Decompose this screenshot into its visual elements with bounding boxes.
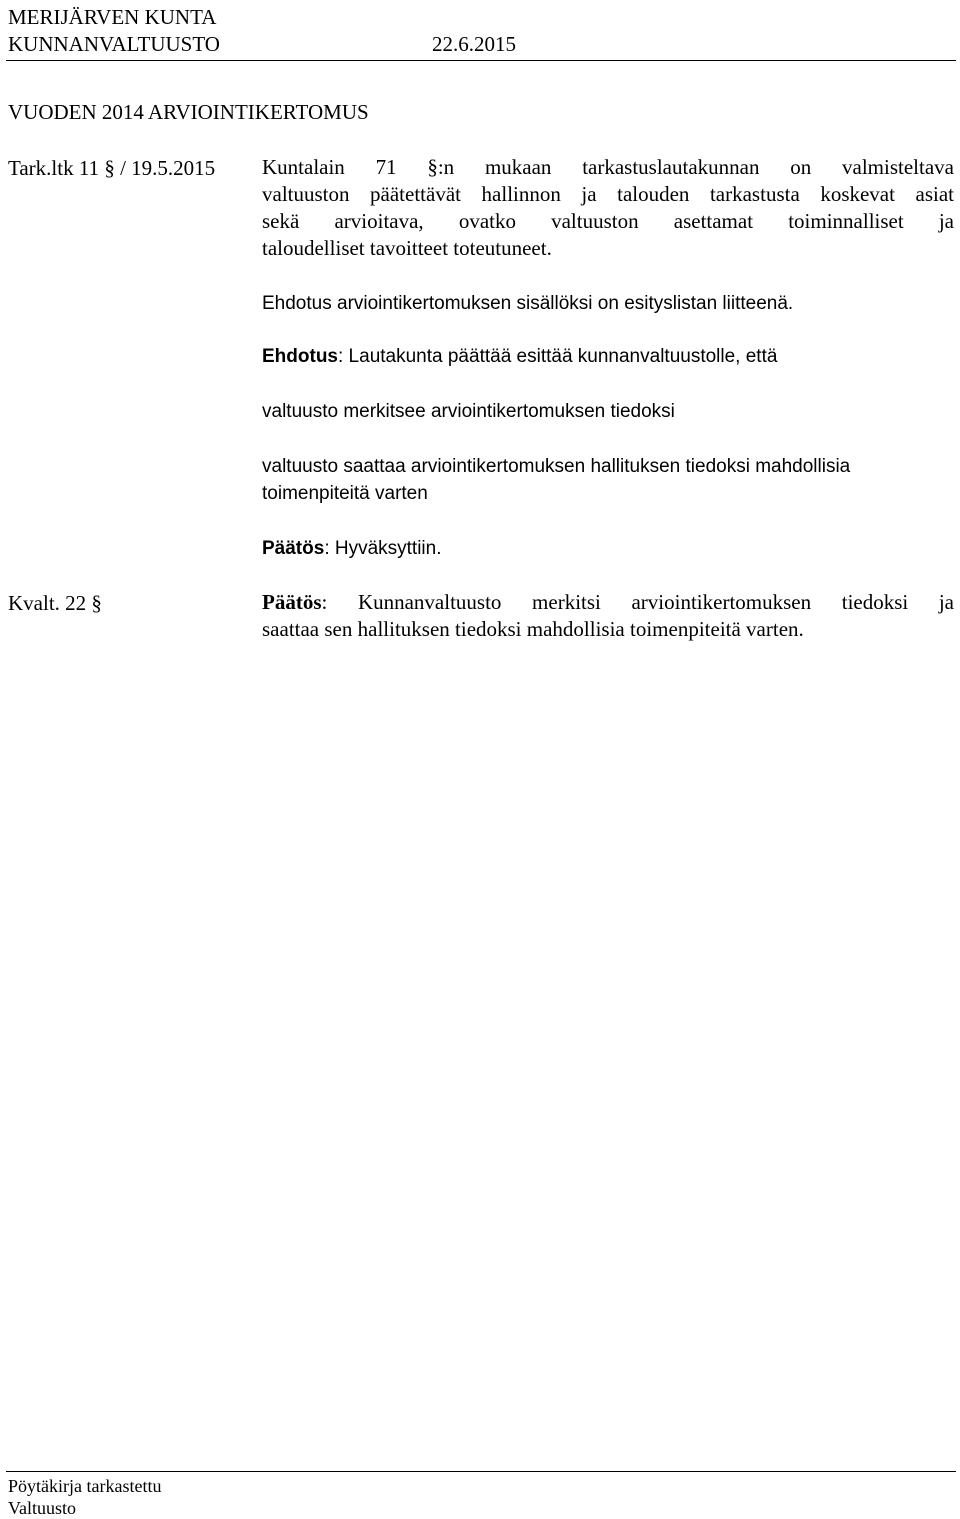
section2-decision-text: : Kunnanvaltuusto merkitsi arviointikertomuksen tiedoksi ja (321, 590, 954, 614)
meeting-body-name: KUNNANVALTUUSTO (8, 32, 220, 56)
proposal (262, 343, 954, 370)
section1-paragraph-line3: sekä arvioitava, ovatko valtuuston asettamat toiminnalliset ja (262, 209, 954, 233)
footer-reviewed-label: Pöytäkirja tarkastettu (8, 1476, 162, 1496)
section1-decision (262, 535, 954, 562)
section1-decision-label: Päätös (262, 538, 325, 559)
footer-body-label: Valtuusto (8, 1498, 77, 1518)
proposal-item-2-line1: valtuusto saattaa arviointikertomuksen hallituksen tiedoksi mahdollisia (262, 456, 851, 477)
section1-paragraph-line2: valtuuston päätettävät hallinnon ja talouden tarkastusta koskevat asiat (262, 182, 954, 206)
attachment-note: Ehdotus arviointikertomuksen sisällöksi on esityslistan liitteenä. (262, 293, 794, 314)
section2-reference: Kvalt. 22 § (8, 591, 102, 615)
proposal-label: Ehdotus (262, 346, 338, 367)
section1-paragraph-line4: taloudelliset tavoitteet toteutuneet. (262, 236, 552, 260)
proposal-item-1: valtuusto merkitsee arviointikertomuksen tiedoksi (262, 401, 675, 422)
section2-decision-line1 (262, 589, 954, 616)
meeting-date: 22.6.2015 (432, 32, 516, 56)
section1-reference: Tark.ltk 11 § / 19.5.2015 (8, 156, 216, 180)
proposal-text: : Lautakunta päättää esittää kunnanvaltuustolle, että (338, 346, 778, 367)
footer-divider (6, 1471, 956, 1472)
organization-name: MERIJÄRVEN KUNTA (8, 5, 217, 29)
header-divider (6, 60, 956, 61)
section1-decision-text: : Hyväksyttiin. (324, 538, 442, 559)
section2-decision-line2: saattaa sen hallituksen tiedoksi mahdollisia toimenpiteitä varten. (262, 617, 804, 641)
section1-paragraph-line1: Kuntalain 71 §:n mukaan tarkastuslautakunnan on valmisteltava (262, 155, 954, 179)
document-title: VUODEN 2014 ARVIOINTIKERTOMUS (8, 100, 369, 124)
section2-decision-label: Päätös (262, 590, 322, 614)
proposal-item-2-line2: toimenpiteitä varten (262, 483, 428, 504)
